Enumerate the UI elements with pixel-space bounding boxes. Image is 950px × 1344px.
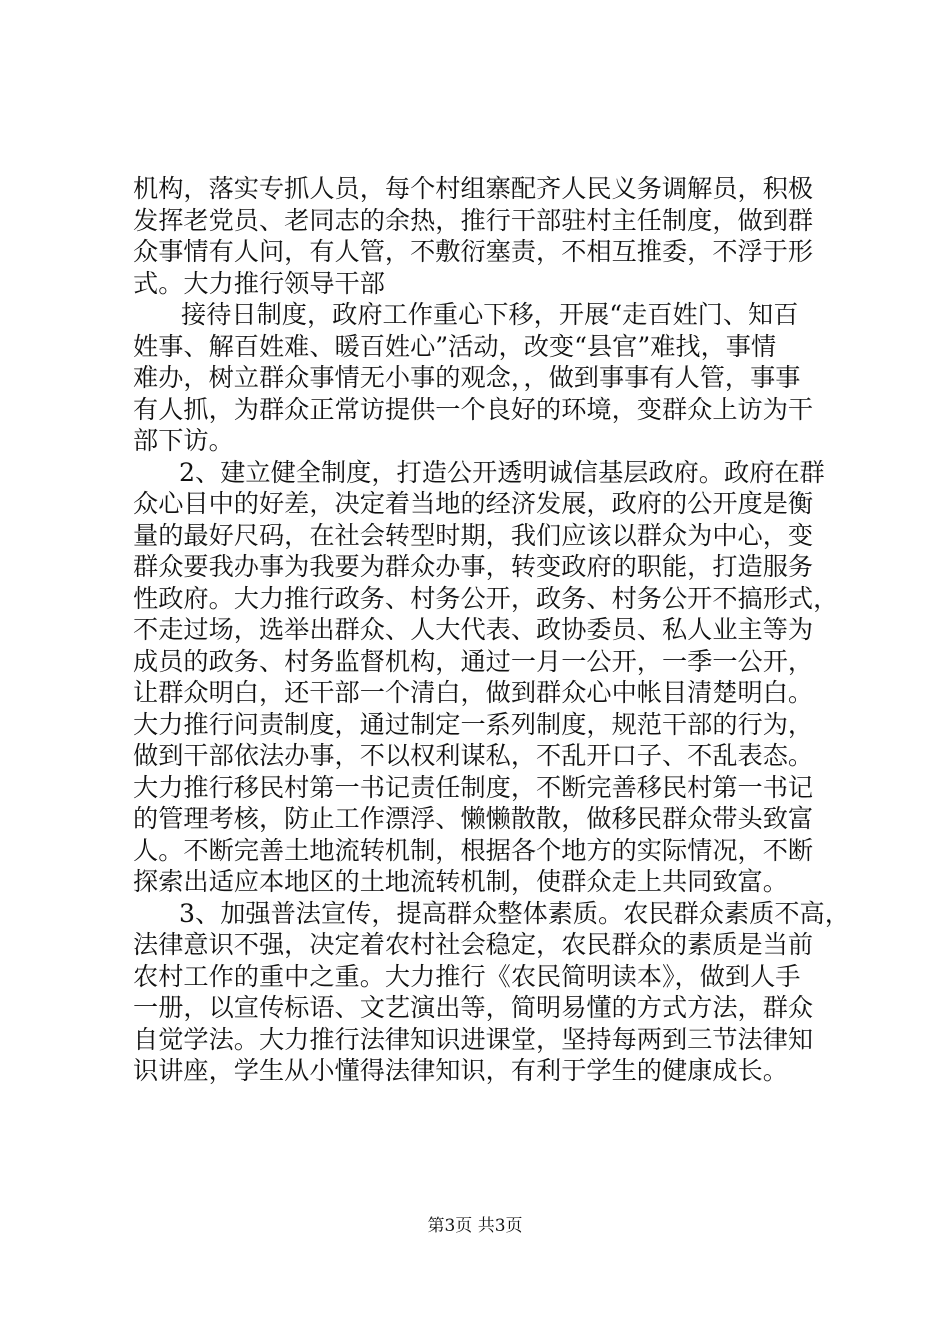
body-line: 发挥老党员、老同志的余热，推行干部驻村主任制度，做到群 [133, 205, 814, 235]
document-body [133, 173, 850, 1087]
body-line: 机构，落实专抓人员，每个村组寨配齐人民义务调解员，积极 [133, 174, 814, 203]
body-line: 众心目中的好差，决定着当地的经济发展，政府的公开度是衡 [133, 489, 814, 518]
body-line: 接待日制度，政府工作重心下移，开展“走百姓门、知百 [181, 300, 799, 329]
body-line: 姓事、解百姓难、暖百姓心”活动，改变“县官”难找，事情 [133, 331, 777, 361]
body-line: 众事情有人问，有人管，不敷衍塞责，不相互推委，不浮于形 [133, 237, 814, 266]
body-line: 不走过场，选举出群众、人大代表、政协委员、私人业主等为 [133, 615, 814, 644]
body-line: 大力推行问责制度，通过制定一系列制度，规范干部的行为， [133, 709, 814, 739]
body-line: 法律意识不强，决定着农村社会稳定，农民群众的素质是当前 [133, 930, 814, 959]
body-line: 让群众明白，还干部一个清白，做到群众心中帐目清楚明白。 [133, 678, 814, 707]
body-line: 成员的政务、村务监督机构，通过一月一公开，一季一公开， [133, 646, 814, 676]
body-line: 的管理考核，防止工作漂浮、懒懒散散，做移民群众带头致富 [133, 804, 814, 833]
body-line: 2、建立健全制度，打造公开透明诚信基层政府。政府在群 [179, 457, 825, 487]
body-line: 式。大力推行领导干部 [133, 268, 385, 298]
body-line: 农村工作的重中之重。大力推行《农民简明读本》，做到人手 [133, 961, 801, 991]
body-line: 人。不断完善土地流转机制，根据各个地方的实际情况，不断 [133, 835, 814, 865]
body-line: 探索出适应本地区的土地流转机制，使群众走上共同致富。 [133, 867, 788, 896]
body-line: 一册，以宣传标语、文艺演出等，简明易懂的方式方法，群众 [133, 993, 814, 1022]
body-line: 大力推行移民村第一书记责任制度，不断完善移民村第一书记 [133, 772, 814, 802]
body-line: 群众要我办事为我要为群众办事，转变政府的职能，打造服务 [133, 552, 814, 581]
body-line: 3、加强普法宣传，提高群众整体素质。农民群众素质不高， [179, 898, 850, 928]
body-line: 量的最好尺码，在社会转型时期，我们应该以群众为中心，变 [133, 520, 814, 550]
body-line: 部下访。 [133, 426, 234, 455]
body-line: 识讲座，学生从小懂得法律知识，有利于学生的健康成长。 [133, 1056, 788, 1085]
body-line: 做到干部依法办事，不以权利谋私，不乱开口子、不乱表态。 [133, 741, 814, 770]
body-line: 难办，树立群众事情无小事的观念，，做到事事有人管，事事 [133, 363, 801, 392]
body-line: 性政府。大力推行政务、村务公开，政务、村务公开不搞形式， [133, 583, 839, 613]
body-line: 有人抓，为群众正常访提供一个良好的环境，变群众上访为干 [133, 394, 814, 424]
body-line: 自觉学法。大力推行法律知识进课堂，坚持每两到三节法律知 [133, 1024, 814, 1054]
page-number-footer: 第3页 共3页 [427, 1216, 523, 1236]
